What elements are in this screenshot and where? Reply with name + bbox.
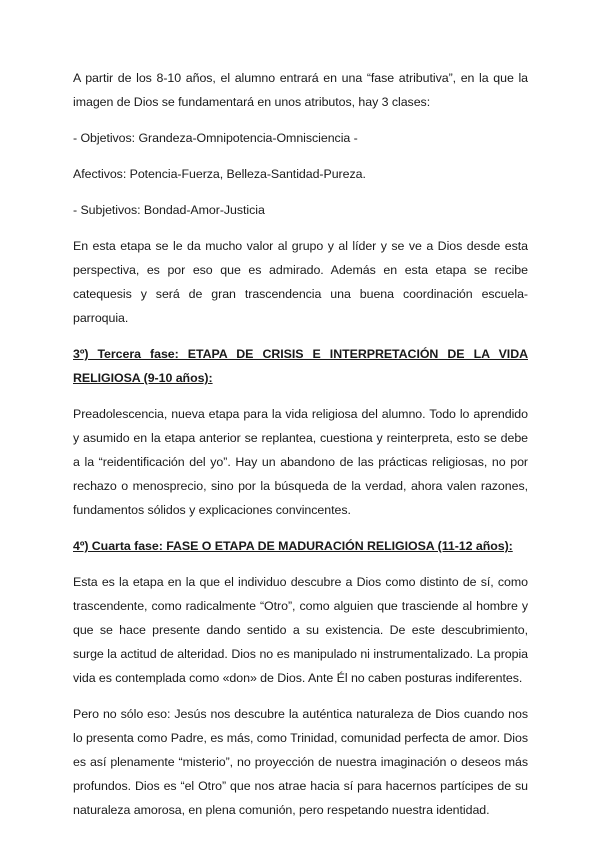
paragraph-fase-atributiva: A partir de los 8-10 años, el alumno entrará en una “fase atributiva”, en la que la imagen de Dios se fundamentará en unos atributos, hay 3 clases: — [73, 71, 528, 109]
paragraph-jesus-padre: Pero no sólo eso: Jesús nos descubre la auténtica naturaleza de Dios cuando nos lo presenta como Padre, es más, como Trinidad, comunidad perfecta de amor. Dios es así plenamente “misterio”, no proyección de nuestra imaginación o deseos más profundos. Dios es “el Otro” que nos atrae hacia sí para hacernos partícipes de su naturaleza amorosa, en plena comunión, pero respetando nuestra identidad. — [73, 707, 528, 817]
list-item-afectivos: Afectivos: Potencia-Fuerza, Belleza-Santidad-Pureza. — [73, 167, 366, 181]
paragraph-etapa-maduracion: Esta es la etapa en la que el individuo descubre a Dios como distinto de sí, como trascendente, como radicalmente “Otro”, como alguien que trasciende al hombre y que se hace presente dando sentido a su existencia. De este descubrimiento, surge la actitud de alteridad. Dios no es manipulado ni instrumentalizado. La propia vida es contemplada como «don» de Dios. Ante Él no caben posturas indiferentes. — [73, 575, 528, 685]
paragraph-preadolescencia: Preadolescencia, nueva etapa para la vida religiosa del alumno. Todo lo aprendido y asumido en la etapa anterior se replantea, cuestiona y reinterpreta, esto se debe a la “reidentificación del yo”. Hay un abandono de las prácticas religiosas, no por rechazo o menosprecio, sino por la búsqueda de la verdad, ahora valen razones, fundamentos sólidos y explicaciones convincentes. — [73, 407, 528, 517]
heading-tercera-fase: 3º) Tercera fase: ETAPA DE CRISIS E INTERPRETACIÓN DE LA VIDA RELIGIOSA (9-10 años): — [73, 347, 528, 385]
document-page — [73, 66, 528, 834]
list-item-objetivos: - Objetivos: Grandeza-Omnipotencia-Omnisciencia - — [73, 131, 358, 145]
list-item-subjetivos: - Subjetivos: Bondad-Amor-Justicia — [73, 203, 265, 217]
heading-cuarta-fase: 4º) Cuarta fase: FASE O ETAPA DE MADURACIÓN RELIGIOSA (11-12 años): — [73, 539, 513, 553]
paragraph-grupo-lider: En esta etapa se le da mucho valor al grupo y al líder y se ve a Dios desde esta perspectiva, es por eso que es admirado. Además en esta etapa se recibe catequesis y será de gran trascendencia una buena coordinación escuela-parroquia. — [73, 239, 528, 325]
